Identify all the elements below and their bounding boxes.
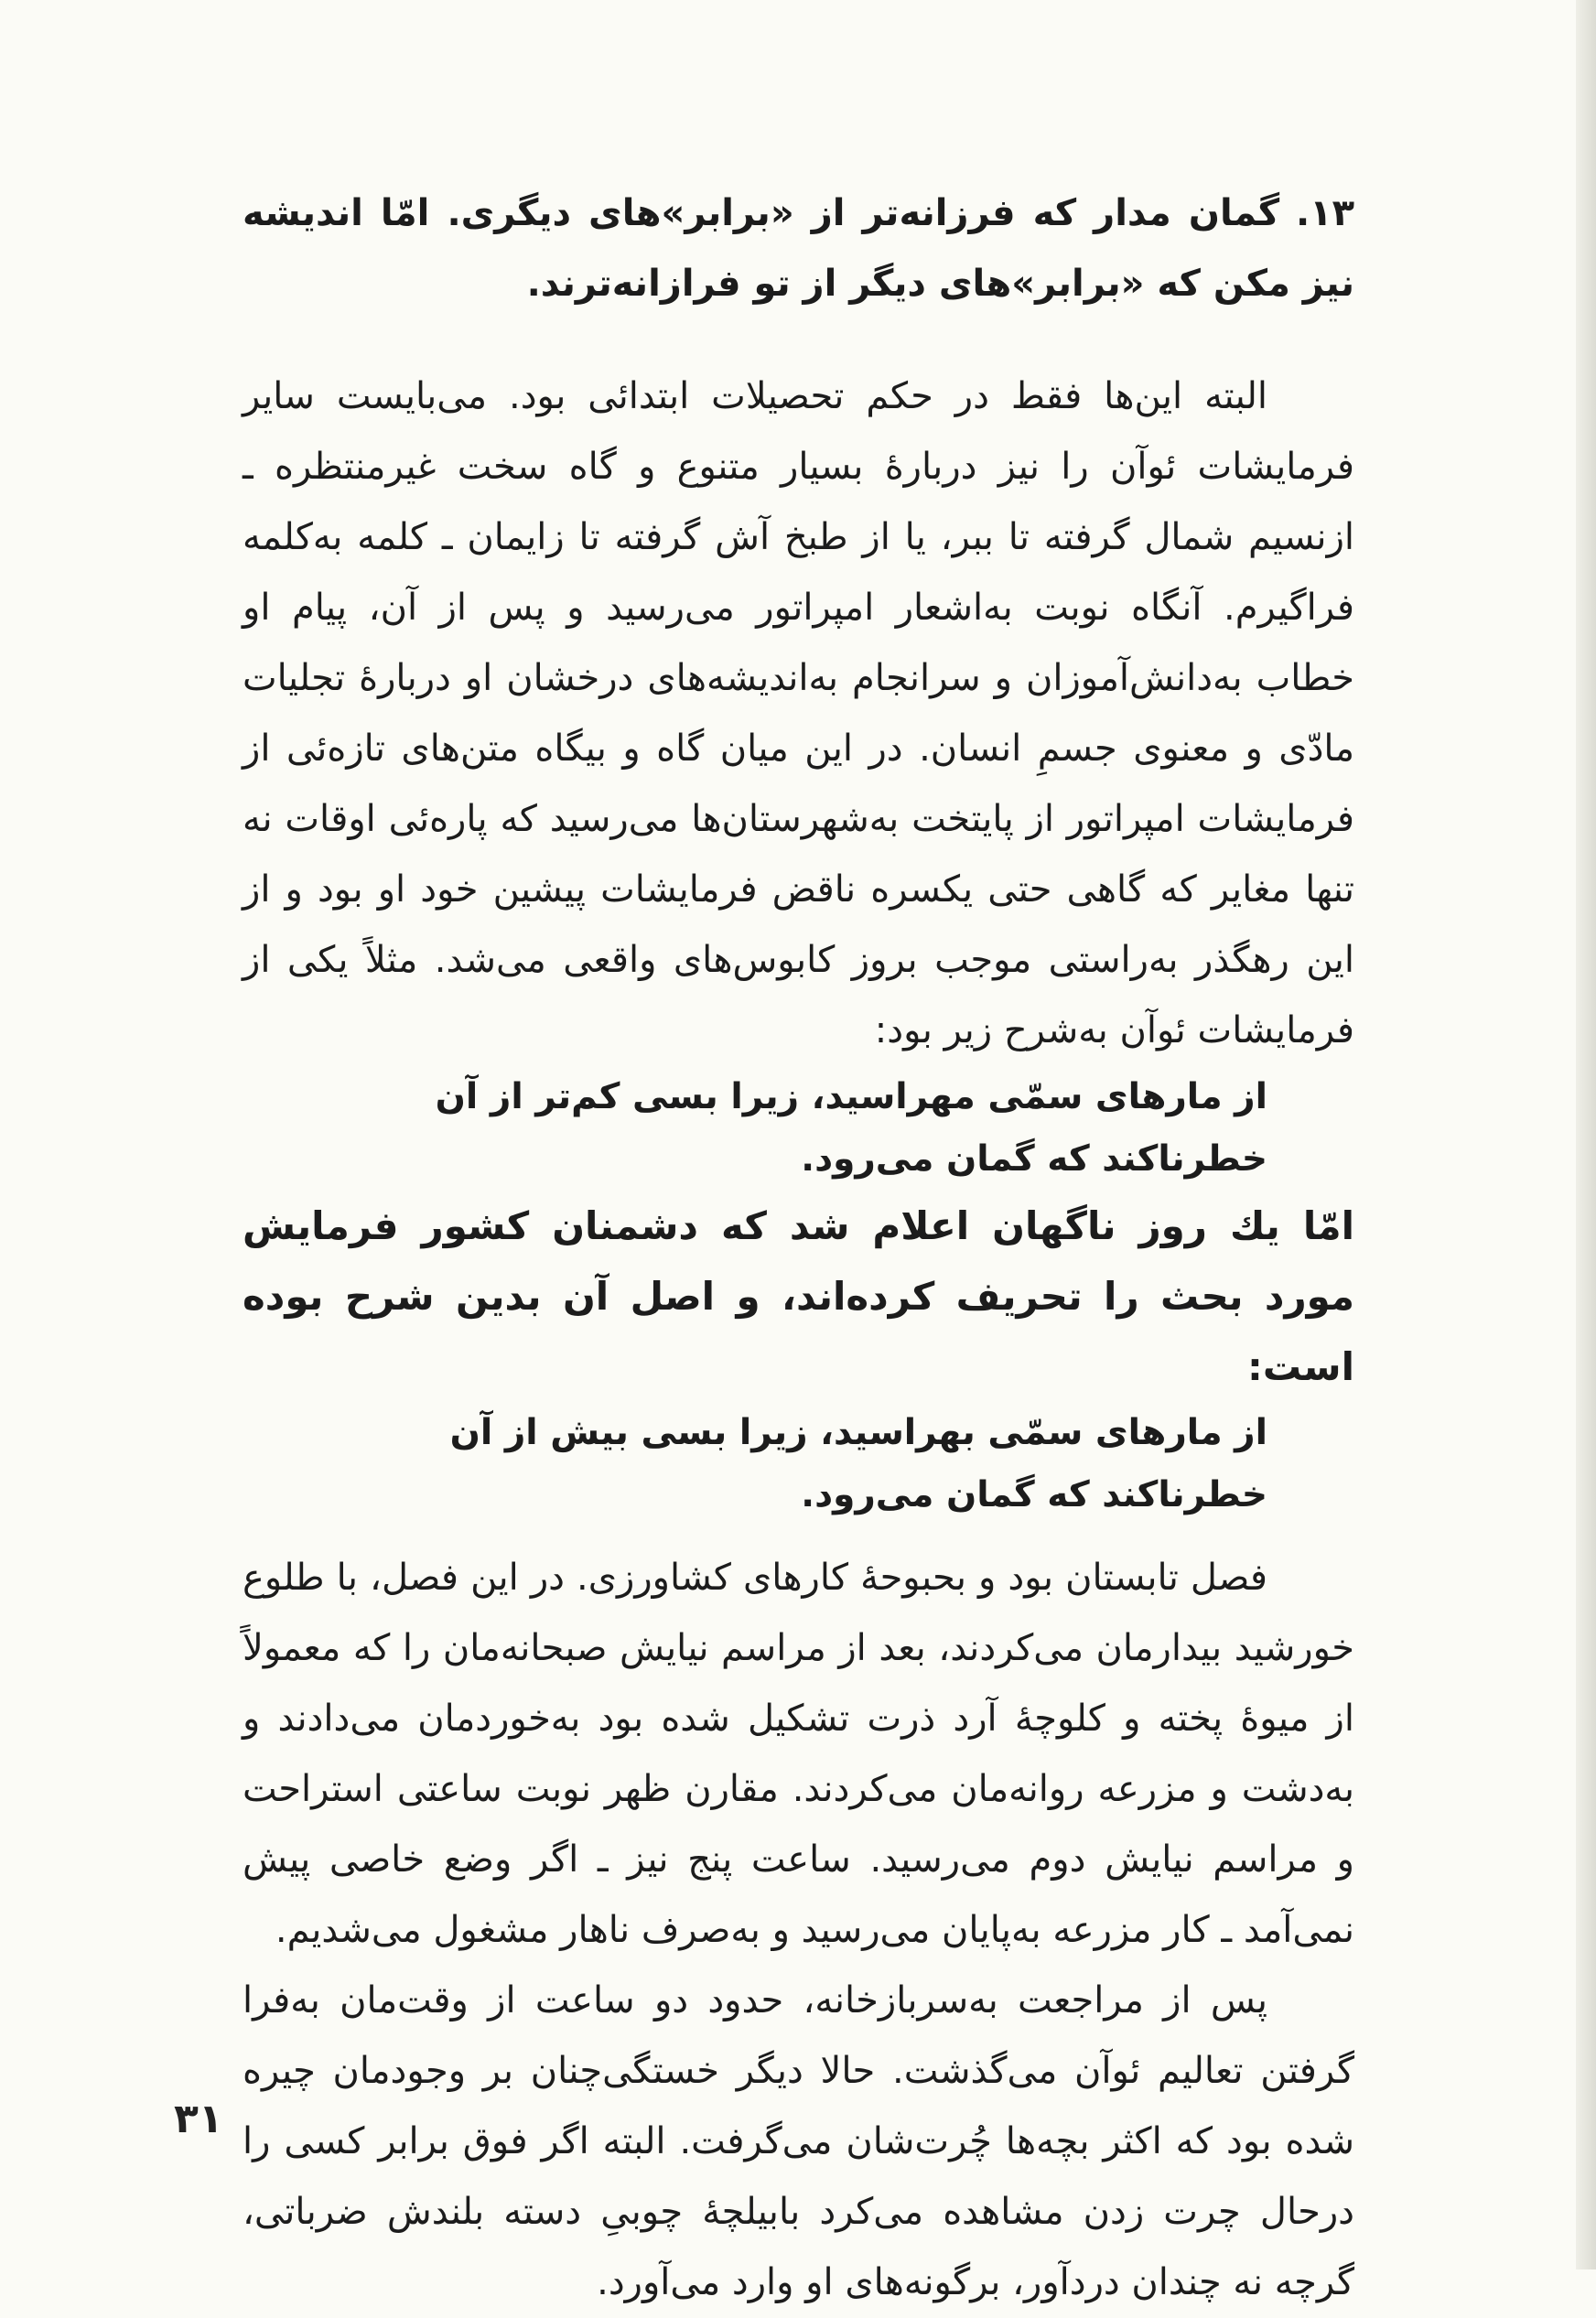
verse-2	[243, 1402, 1354, 1526]
item-number: ۱۳.	[1295, 192, 1354, 234]
verse-1	[243, 1066, 1354, 1191]
verse-1-line-1: از مارهای سمّی مهراسید، زیرا بسی کم‌تر از آن	[435, 1076, 1267, 1117]
body-text	[243, 178, 1354, 2318]
verse-1-line-2: خطرناکند که گمان می‌رود.	[801, 1138, 1267, 1180]
verse-2-line-1: از مارهای سمّی بهراسید، زیرا بسی بیش از آن	[449, 1412, 1267, 1453]
verse-2-line-2: خطرناکند که گمان می‌رود.	[801, 1474, 1267, 1515]
paragraph-4: پس از مراجعت به‌سربازخانه، حدود دو ساعت از وقت‌مان به‌فرا گرفتن تعالیم ئوآن می‌گذشت. حالا دیگر خستگی‌چنان بر وجودمان چیره شده بود که اکثر بچه‌ها چُرت‌شان می‌گرفت. البته اگر فوق برابر کسی را درحال چرت زدن مشاهده می‌کرد بابیلچهٔ چوبیِ دسته بلندش ضرباتی، گرچه نه چندان دردآور، برگونه‌های او وارد می‌آورد.	[243, 1979, 1354, 2303]
paragraph-1: البته این‌ها فقط در حکم تحصیلات ابتدائی بود. می‌بایست سایر فرمایشات ئوآن را نیز دربارهٔ بسیار متنوع و گاه سخت غیرمنتظره ـ ازنسیم شمال گرفته تا ببر، یا از طبخ آش گرفته تا زایمان ـ کلمه به‌کلمه فراگیرم. آنگاه نوبت به‌اشعار امپراتور می‌رسید و پس از آن، پیام او خطاب به‌دانش‌آموزان و سرانجام به‌اندیشه‌های درخشان او دربارهٔ تجلیات مادّی و معنوی جسمِ انسان. در این میان گاه و بیگاه متن‌های تازه‌ئی از فرمایشات امپراتور از پایتخت به‌شهرستان‌ها می‌رسید که پاره‌ئی اوقات نه تنها مغایر که گاهی حتی یکسره ناقض فرمایشات پیشین خود او بود و از این رهگذر به‌راستی موجب بروز کابوس‌های واقعی می‌شد. مثلاً یکی از فرمایشات ئوآن به‌شرح زیر بود:	[243, 375, 1354, 1051]
paragraph-2: امّا یك روز ناگهان اعلام شد که دشمنان کشور فرمایش مورد بحث را تحریف کرده‌اند، و اصل آن بدین شرح بوده است:	[243, 1203, 1354, 1389]
page-edge-shadow	[1576, 0, 1596, 2269]
page-number: ۳۱	[174, 2096, 223, 2142]
numbered-item	[243, 178, 1354, 319]
paragraph-3: فصل تابستان بود و بحبوحهٔ کارهای کشاورزی. در این فصل، با طلوع خورشید بیدارمان می‌کردند، بعد از مراسم نیایش صبحانه‌مان را که معمولاً از میوهٔ پخته و کلوچهٔ آرد ذرت تشکیل شده بود به‌خوردمان می‌دادند و به‌دشت و مزرعه روانه‌مان می‌کردند. مقارن ظهر نوبت ساعتی استراحت و مراسم نیایش دوم می‌رسید. ساعت پنج نیز ـ اگر وضع خاصی پیش نمی‌آمد ـ کار مزرعه به‌پایان می‌رسید و به‌صرف ناهار مشغول می‌شدیم.	[243, 1557, 1354, 1951]
item-text: گمان مدار که فرزانه‌تر از «برابر»های دیگری. امّا اندیشه نیز مکن که «برابر»های دیگر از تو فرازانه‌ترند.	[243, 192, 1354, 305]
